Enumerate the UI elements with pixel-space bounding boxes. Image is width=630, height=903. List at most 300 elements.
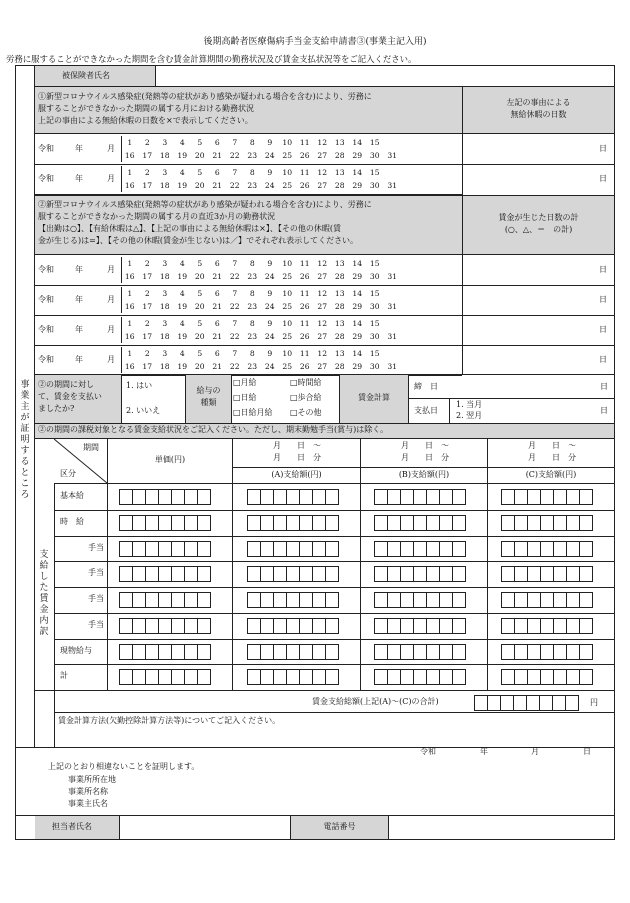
- calendar-row[interactable]: [35, 285, 615, 315]
- calendar-day: 1: [127, 138, 133, 147]
- calendar-day: 10: [282, 138, 293, 147]
- period-to[interactable]: 月 日 分: [273, 453, 321, 462]
- amount-a-boxes[interactable]: [247, 515, 338, 531]
- section2-line4: 金が生じる)は=】、【その他の休暇(賃金が生じない)は／】でそれぞれ表示してください。: [38, 236, 359, 245]
- calendar-era: 令和: [38, 325, 54, 334]
- calendar-row[interactable]: [35, 255, 615, 285]
- breakdown-row-label: 手当: [88, 568, 104, 577]
- pay-yes-option[interactable]: 1. はい: [126, 381, 153, 390]
- calendar-day: 13: [334, 259, 345, 268]
- calendar-day: 7: [232, 289, 238, 298]
- calendar-day: 8: [249, 349, 255, 358]
- unit-price-boxes[interactable]: [119, 644, 210, 660]
- calendar-day: 2: [144, 259, 150, 268]
- staff-name-field[interactable]: [120, 816, 290, 839]
- cert-statement: 上記のとおり相違ないことを証明します。: [48, 762, 200, 771]
- calendar-day: 8: [249, 289, 255, 298]
- calendar-day: 26: [299, 332, 310, 341]
- calendar-day: 11: [299, 319, 310, 328]
- calendar-era: 令和: [38, 144, 54, 153]
- calendar-day: 26: [299, 272, 310, 281]
- unit-price-boxes[interactable]: [119, 669, 210, 685]
- calendar-day: 23: [247, 151, 258, 160]
- amount-b-boxes[interactable]: [374, 592, 465, 608]
- calendar-day: 18: [159, 151, 170, 160]
- calendar-day: 12: [317, 349, 328, 358]
- calendar-day: 30: [369, 362, 380, 371]
- calendar-day: 29: [352, 151, 363, 160]
- form-instruction: 労務に服することができなかった期間を含む賃金計算期間の勤務状況及び賃金支払状況等をご記入ください。: [6, 54, 417, 64]
- calendar-month: 月: [107, 174, 115, 183]
- calendar-day: 28: [334, 272, 345, 281]
- calendar-day: 14: [352, 289, 363, 298]
- payday-next-month[interactable]: 2. 翌月: [456, 411, 483, 420]
- calendar-day: 27: [317, 151, 328, 160]
- unit-price-boxes[interactable]: [119, 489, 210, 505]
- period-from[interactable]: 月 日 〜: [528, 441, 576, 450]
- calendar-days-row2: [121, 271, 401, 283]
- calendar-day: 18: [159, 332, 170, 341]
- calendar-day: 17: [142, 332, 153, 341]
- amount-a-boxes[interactable]: [247, 541, 338, 557]
- calendar-day: 7: [232, 349, 238, 358]
- calendar-day: 16: [124, 272, 135, 281]
- calendar-day: 13: [334, 349, 345, 358]
- calendar-year: 年: [75, 295, 83, 304]
- calendar-day: 13: [334, 168, 345, 177]
- calendar-day: 6: [214, 349, 220, 358]
- closing-day-unit: 日: [600, 382, 608, 391]
- calendar-day: 3: [162, 138, 168, 147]
- calendar-day: 20: [194, 362, 205, 371]
- calendar-day: 19: [177, 362, 188, 371]
- section1-right-line2: 無給休暇の日数: [510, 110, 567, 119]
- col-c-label: (C)支給額(円): [525, 470, 577, 479]
- period-from[interactable]: 月 日 〜: [401, 441, 449, 450]
- calendar-day: 6: [214, 259, 220, 268]
- calendar-day: 24: [264, 362, 275, 371]
- amount-a-boxes[interactable]: [247, 592, 338, 608]
- pay-no-option[interactable]: 2. いいえ: [126, 406, 161, 415]
- calendar-day: 3: [162, 259, 168, 268]
- amount-a-boxes[interactable]: [247, 644, 338, 660]
- calendar-day: 25: [282, 181, 293, 190]
- calendar-day: 10: [282, 168, 293, 177]
- amount-b-boxes[interactable]: [374, 489, 465, 505]
- calendar-day: 6: [214, 319, 220, 328]
- calendar-era: 令和: [38, 174, 54, 183]
- calendar-day: 19: [177, 181, 188, 190]
- calendar-day: 9: [267, 168, 273, 177]
- calendar-day: 22: [229, 362, 240, 371]
- calendar-day-unit: 日: [599, 355, 607, 364]
- calendar-day: 22: [229, 151, 240, 160]
- calendar-month: 月: [107, 265, 115, 274]
- calendar-day: 26: [299, 302, 310, 311]
- breakdown-row-label: 基本給: [60, 491, 84, 500]
- closing-day-label: 締 日: [414, 382, 438, 391]
- calendar-day: 25: [282, 362, 293, 371]
- calendar-day: 2: [144, 349, 150, 358]
- pay-type-label-1: 給与の: [196, 386, 221, 395]
- calendar-day: 5: [197, 319, 203, 328]
- pay-question-line1: ②の期間に対し: [38, 380, 94, 389]
- calendar-day: 27: [317, 332, 328, 341]
- calendar-day: 30: [369, 302, 380, 311]
- calendar-days-row1: [121, 167, 384, 179]
- section1-right-line1: 左記の事由による: [506, 98, 571, 107]
- breakdown-row-label: 手当: [88, 543, 104, 552]
- calendar-month: 月: [107, 144, 115, 153]
- cert-year: 年: [480, 747, 488, 756]
- calendar-day: 21: [212, 332, 223, 341]
- calendar-day: 27: [317, 362, 328, 371]
- amount-a-boxes[interactable]: [247, 618, 338, 634]
- calendar-day: 11: [299, 259, 310, 268]
- pay-type-label-2: 種類: [200, 398, 217, 407]
- calendar-day: 4: [179, 259, 185, 268]
- calendar-day: 24: [264, 332, 275, 341]
- amount-c-boxes[interactable]: [501, 566, 592, 582]
- calendar-day: 3: [162, 349, 168, 358]
- calendar-day: 21: [212, 302, 223, 311]
- period-to[interactable]: 月 日 分: [401, 453, 449, 462]
- calendar-day: 12: [317, 319, 328, 328]
- amount-c-boxes[interactable]: [501, 515, 592, 531]
- calendar-day: 28: [334, 151, 345, 160]
- calendar-day: 22: [229, 272, 240, 281]
- calendar-days-row2: [121, 150, 401, 162]
- phone-field[interactable]: [389, 816, 614, 839]
- amount-c-boxes[interactable]: [501, 592, 592, 608]
- calendar-day: 11: [299, 168, 310, 177]
- calendar-day: 16: [124, 332, 135, 341]
- calendar-day: 18: [159, 272, 170, 281]
- calendar-day: 17: [142, 272, 153, 281]
- calendar-day: 18: [159, 362, 170, 371]
- calendar-day: 31: [387, 302, 398, 311]
- calendar-day: 18: [159, 302, 170, 311]
- calendar-day: 8: [249, 138, 255, 147]
- calendar-day: 26: [299, 362, 310, 371]
- calendar-day: 5: [197, 259, 203, 268]
- section2-right-line1: 賃金が生じた日数の計: [498, 213, 579, 222]
- calendar-day: 15: [369, 138, 380, 147]
- calendar-day: 10: [282, 259, 293, 268]
- calendar-day: 23: [247, 272, 258, 281]
- calendar-day: 3: [162, 319, 168, 328]
- category-label: 区分: [60, 469, 76, 478]
- pay-type-other[interactable]: □その他: [290, 408, 322, 417]
- calendar-day: 24: [264, 302, 275, 311]
- calendar-day: 27: [317, 272, 328, 281]
- calendar-month: 月: [107, 355, 115, 364]
- calendar-day: 20: [194, 272, 205, 281]
- calendar-day: 27: [317, 302, 328, 311]
- calendar-day: 8: [249, 168, 255, 177]
- calendar-day: 1: [127, 319, 133, 328]
- unit-price-boxes[interactable]: [119, 515, 210, 531]
- calendar-day: 31: [387, 151, 398, 160]
- calendar-day: 22: [229, 181, 240, 190]
- calendar-day: 27: [317, 181, 328, 190]
- breakdown-row-label: 計: [60, 671, 68, 680]
- cert-era: 令和: [420, 747, 436, 756]
- amount-b-boxes[interactable]: [374, 618, 465, 634]
- pay-type-daily[interactable]: □日給: [233, 393, 257, 402]
- pay-question-line3: ましたか?: [38, 404, 75, 413]
- calendar-day: 12: [317, 138, 328, 147]
- unit-price-boxes[interactable]: [119, 618, 210, 634]
- calendar-day: 16: [124, 181, 135, 190]
- calendar-day: 1: [127, 259, 133, 268]
- side-label: 事業主が証明するところ: [20, 380, 30, 500]
- calendar-day: 15: [369, 168, 380, 177]
- calendar-day: 16: [124, 302, 135, 311]
- calendar-day: 12: [317, 289, 328, 298]
- amount-b-boxes[interactable]: [374, 669, 465, 685]
- calendar-day: 24: [264, 151, 275, 160]
- period-to[interactable]: 月 日 分: [528, 453, 576, 462]
- period-from[interactable]: 月 日 〜: [273, 441, 321, 450]
- calendar-day: 8: [249, 259, 255, 268]
- pay-type-hourly[interactable]: □時間給: [290, 378, 322, 387]
- calendar-days-row2: [121, 180, 401, 192]
- calendar-day: 9: [267, 349, 273, 358]
- calendar-day: 23: [247, 362, 258, 371]
- calendar-day: 14: [352, 168, 363, 177]
- period-label: 期間: [83, 443, 99, 452]
- calendar-day: 7: [232, 138, 238, 147]
- calendar-day: 24: [264, 181, 275, 190]
- method-label: 賃金計算方法(欠勤控除計算方法等)についてご記入ください。: [58, 716, 281, 725]
- calendar-day: 11: [299, 138, 310, 147]
- calendar-row[interactable]: [35, 345, 615, 375]
- calendar-row[interactable]: [35, 134, 615, 164]
- calendar-day: 2: [144, 289, 150, 298]
- amount-c-boxes[interactable]: [501, 541, 592, 557]
- calendar-day: 10: [282, 289, 293, 298]
- calendar-day: 9: [267, 319, 273, 328]
- amount-a-boxes[interactable]: [247, 566, 338, 582]
- calendar-days-row2: [121, 331, 401, 343]
- payday-current-month[interactable]: 1. 当月: [456, 400, 483, 409]
- calendar-day: 5: [197, 349, 203, 358]
- calendar-day: 28: [334, 362, 345, 371]
- calendar-day: 31: [387, 332, 398, 341]
- calendar-day: 20: [194, 302, 205, 311]
- amount-c-boxes[interactable]: [501, 489, 592, 505]
- calendar-day: 31: [387, 181, 398, 190]
- calendar-day: 9: [267, 259, 273, 268]
- calendar-day: 2: [144, 138, 150, 147]
- calendar-year: 年: [75, 325, 83, 334]
- cert-owner-label: 事業主氏名: [68, 799, 108, 808]
- group-label: 支給した賃金内訳: [39, 550, 49, 637]
- calendar-day: 22: [229, 332, 240, 341]
- calendar-day: 4: [179, 349, 185, 358]
- calendar-day-unit: 日: [599, 325, 607, 334]
- staff-name-label: 担当者氏名: [52, 822, 92, 831]
- calendar-day: 6: [214, 289, 220, 298]
- calendar-day: 26: [299, 181, 310, 190]
- calendar-day: 21: [212, 272, 223, 281]
- calendar-day: 4: [179, 319, 185, 328]
- calendar-day: 2: [144, 168, 150, 177]
- total-yen: 円: [590, 698, 598, 707]
- calendar-day: 19: [177, 151, 188, 160]
- calendar-day: 15: [369, 319, 380, 328]
- calendar-day: 7: [232, 259, 238, 268]
- amount-b-boxes[interactable]: [374, 515, 465, 531]
- calendar-day: 9: [267, 289, 273, 298]
- calendar-day-unit: 日: [599, 265, 607, 274]
- calendar-day: 20: [194, 151, 205, 160]
- calendar-day: 22: [229, 302, 240, 311]
- calendar-day: 28: [334, 302, 345, 311]
- calendar-day: 16: [124, 362, 135, 371]
- form-title: 後期高齢者医療傷病手当金支給申請書③(事業主記入用): [203, 37, 427, 47]
- section2-line2: 服することができなかった期間の属する月の直近3か月の勤務状況: [38, 212, 276, 221]
- calendar-day: 23: [247, 302, 258, 311]
- payday-unit: 日: [600, 406, 608, 415]
- amount-a-boxes[interactable]: [247, 489, 338, 505]
- calendar-day: 3: [162, 289, 168, 298]
- section2-right-line2: (○、△、＝ の計): [504, 225, 573, 234]
- unit-price-boxes[interactable]: [119, 566, 210, 582]
- pay-type-commission[interactable]: □歩合給: [290, 393, 322, 402]
- breakdown-row-label: 手当: [88, 594, 104, 603]
- calendar-year: 年: [75, 174, 83, 183]
- calendar-day: 10: [282, 319, 293, 328]
- amount-b-boxes[interactable]: [374, 566, 465, 582]
- calendar-day: 31: [387, 272, 398, 281]
- unit-price-label: 単価(円): [154, 455, 186, 464]
- calendar-day: 21: [212, 151, 223, 160]
- calendar-day: 21: [212, 362, 223, 371]
- calendar-row[interactable]: [35, 164, 615, 194]
- calendar-day: 6: [214, 138, 220, 147]
- calendar-day: 30: [369, 272, 380, 281]
- calendar-day: 12: [317, 259, 328, 268]
- cert-month: 月: [531, 747, 539, 756]
- amount-b-boxes[interactable]: [374, 644, 465, 660]
- calendar-days-row1: [121, 137, 384, 149]
- calendar-row[interactable]: [35, 315, 615, 345]
- section1-line2: 服することができなかった期間の属する月における勤務状況: [38, 104, 254, 113]
- calendar-day: 25: [282, 332, 293, 341]
- calendar-year: 年: [75, 265, 83, 274]
- calendar-day: 5: [197, 168, 203, 177]
- calendar-days-row2: [121, 361, 401, 373]
- section2-line1: ②新型コロナウイルス感染症(発熱等の症状があり感染が疑われる場合を含む)により、労務に: [38, 200, 372, 209]
- calendar-day: 25: [282, 151, 293, 160]
- calendar-day: 17: [142, 181, 153, 190]
- pay-type-monthly[interactable]: □月給: [233, 378, 257, 387]
- calendar-days-row1: [121, 288, 384, 300]
- calendar-day: 29: [352, 302, 363, 311]
- calendar-day: 13: [334, 138, 345, 147]
- breakdown-row-label: 現物給与: [60, 646, 92, 655]
- calendar-day: 18: [159, 181, 170, 190]
- calendar-day: 29: [352, 181, 363, 190]
- calendar-day: 29: [352, 272, 363, 281]
- breakdown-row-label: 時 給: [60, 517, 84, 526]
- amount-c-boxes[interactable]: [501, 644, 592, 660]
- calendar-days-row1: [121, 318, 384, 330]
- calendar-day: 7: [232, 319, 238, 328]
- calendar-month: 月: [107, 295, 115, 304]
- insured-name-field[interactable]: [156, 66, 614, 86]
- amount-a-boxes[interactable]: [247, 669, 338, 685]
- calendar-day: 26: [299, 151, 310, 160]
- pay-question-line2: て、賃金を支払い: [38, 392, 102, 401]
- calendar-day: 28: [334, 181, 345, 190]
- calendar-day: 25: [282, 272, 293, 281]
- calendar-day: 11: [299, 349, 310, 358]
- calendar-day: 14: [352, 349, 363, 358]
- calendar-day: 13: [334, 289, 345, 298]
- amount-c-boxes[interactable]: [501, 618, 592, 634]
- calendar-day: 24: [264, 272, 275, 281]
- calendar-day: 4: [179, 138, 185, 147]
- calendar-day: 3: [162, 168, 168, 177]
- unit-price-boxes[interactable]: [119, 541, 210, 557]
- calendar-day: 1: [127, 289, 133, 298]
- calendar-day: 30: [369, 151, 380, 160]
- calendar-day: 2: [144, 319, 150, 328]
- breakdown-note: ②の期間の課税対象となる賃金支給状況をご記入ください。ただし、期末勤勉手当(賞与)は除く。: [38, 425, 389, 434]
- calendar-day: 11: [299, 289, 310, 298]
- calendar-day: 16: [124, 151, 135, 160]
- total-amount-boxes[interactable]: [474, 695, 578, 711]
- calendar-day: 15: [369, 349, 380, 358]
- section1-line3: 上記の事由による無給休暇の日数を×で表示してください。: [38, 116, 253, 125]
- calendar-days-row2: [121, 301, 401, 313]
- calendar-day: 28: [334, 332, 345, 341]
- section1-line1: ①新型コロナウイルス感染症(発熱等の症状があり感染が疑われる場合を含む)により、労務に: [38, 92, 372, 101]
- calendar-days-row1: [121, 258, 384, 270]
- calendar-year: 年: [75, 144, 83, 153]
- amount-c-boxes[interactable]: [501, 669, 592, 685]
- calendar-era: 令和: [38, 265, 54, 274]
- calendar-day-unit: 日: [599, 144, 607, 153]
- calendar-day-unit: 日: [599, 295, 607, 304]
- calendar-day: 15: [369, 259, 380, 268]
- calendar-day: 19: [177, 302, 188, 311]
- breakdown-row-label: 手当: [88, 620, 104, 629]
- calendar-day: 17: [142, 302, 153, 311]
- calendar-day: 5: [197, 289, 203, 298]
- calendar-day: 23: [247, 181, 258, 190]
- calendar-day: 14: [352, 319, 363, 328]
- calendar-day: 20: [194, 332, 205, 341]
- calendar-day: 21: [212, 181, 223, 190]
- calendar-day: 14: [352, 259, 363, 268]
- calendar-day: 20: [194, 181, 205, 190]
- calendar-day: 30: [369, 332, 380, 341]
- calendar-month: 月: [107, 325, 115, 334]
- section2-line3: 【出勤は○】、【有給休暇は△】、【上記の事由による無給休暇は×】、【その他の休暇(賃: [38, 224, 341, 233]
- calendar-day: 23: [247, 332, 258, 341]
- calendar-day: 13: [334, 319, 345, 328]
- pay-type-daily-monthly[interactable]: □日給月給: [233, 408, 273, 417]
- calendar-day: 10: [282, 349, 293, 358]
- col-a-label: (A)支給額(円): [271, 470, 322, 479]
- calc-label: 賃金計算: [358, 393, 390, 402]
- amount-b-boxes[interactable]: [374, 541, 465, 557]
- unit-price-boxes[interactable]: [119, 592, 210, 608]
